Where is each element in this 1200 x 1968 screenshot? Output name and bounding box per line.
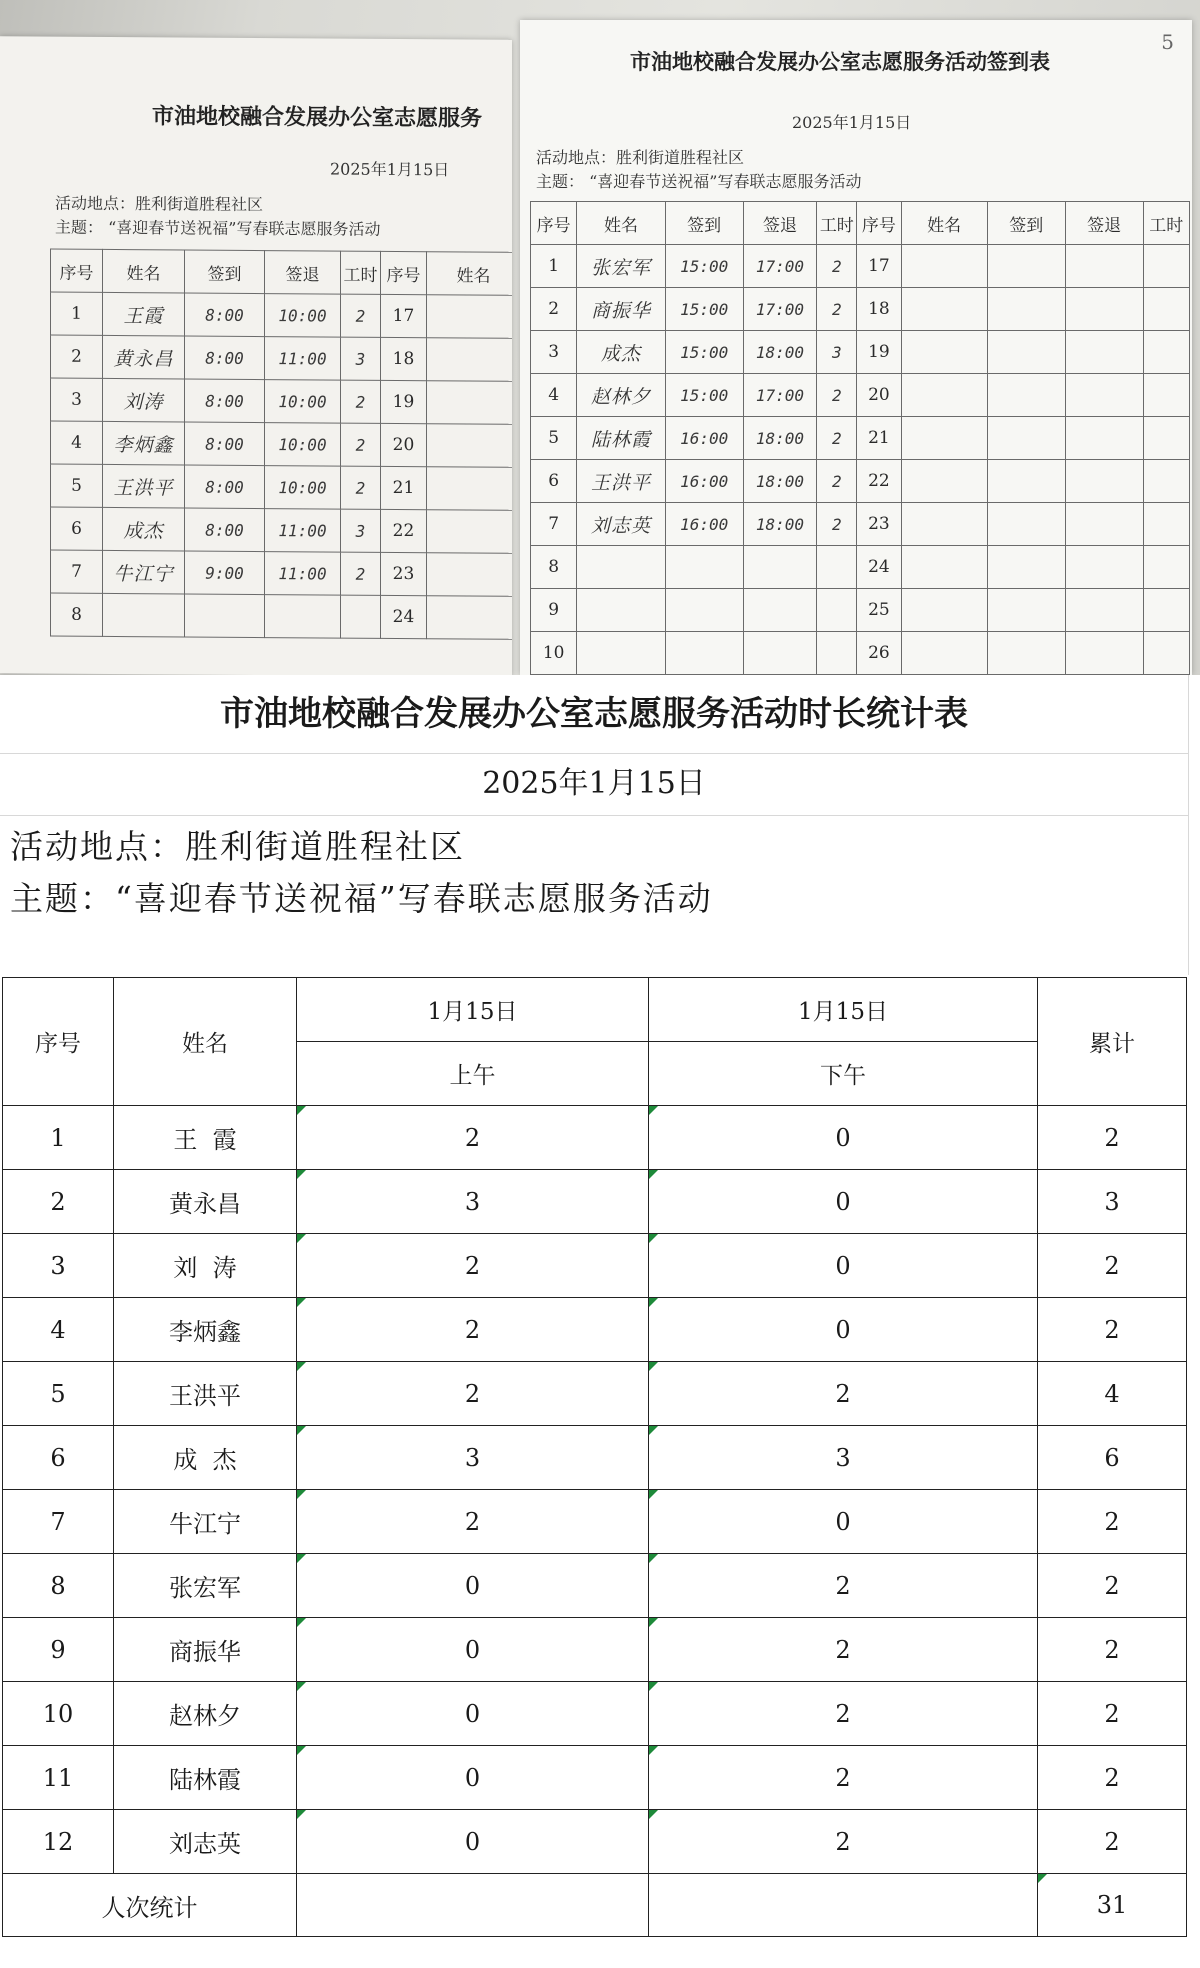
empty-cell xyxy=(1143,417,1189,460)
sheet-no-2: 22 xyxy=(857,460,901,503)
sheet-no-2: 19 xyxy=(381,380,427,423)
sign-in-time: 8:00 xyxy=(185,465,265,509)
row-afternoon-hours: 2 xyxy=(649,1682,1038,1746)
sheet-row xyxy=(51,593,513,639)
row-name: 赵林夕 xyxy=(114,1682,297,1746)
right-signin-sheet xyxy=(520,20,1192,675)
sign-in-time: 15:00 xyxy=(665,374,743,417)
row-total-hours: 2 xyxy=(1038,1618,1187,1682)
empty-cell xyxy=(987,589,1065,632)
empty-cell xyxy=(427,553,513,597)
row-total-hours: 2 xyxy=(1038,1490,1187,1554)
sign-out-time: 18:00 xyxy=(743,331,817,374)
row-no: 6 xyxy=(3,1426,114,1490)
row-total-hours: 4 xyxy=(1038,1362,1187,1426)
sign-out-time: 10:00 xyxy=(265,380,341,424)
left-signin-sheet xyxy=(0,36,512,675)
sheet-header-cell: 签到 xyxy=(987,202,1065,245)
report-theme: 主题：“喜迎春节送祝福”写春联志愿服务活动 xyxy=(10,879,713,918)
sheet-header-cell: 姓名 xyxy=(427,252,513,296)
row-afternoon-hours: 2 xyxy=(649,1618,1038,1682)
sheet-row xyxy=(531,288,1190,331)
empty-cell xyxy=(901,546,987,589)
row-name: 李炳鑫 xyxy=(114,1298,297,1362)
empty-cell xyxy=(901,460,987,503)
signin-sheets-photo xyxy=(0,0,1200,675)
header-afternoon: 下午 xyxy=(649,1042,1038,1106)
sheet-no-2: 19 xyxy=(857,331,901,374)
row-afternoon-hours: 2 xyxy=(649,1554,1038,1618)
signature: 王霞 xyxy=(103,292,185,336)
sheet-row xyxy=(51,335,513,381)
report-title: 市油地校融合发展办公室志愿服务活动时长统计表 xyxy=(0,675,1188,754)
sheet-header-cell: 签退 xyxy=(743,202,817,245)
empty-cell xyxy=(1065,460,1143,503)
sheet-row xyxy=(531,546,1190,589)
row-afternoon-hours: 0 xyxy=(649,1298,1038,1362)
sheet-no-2: 23 xyxy=(857,503,901,546)
row-name: 黄永昌 xyxy=(114,1170,297,1234)
row-name: 刘 涛 xyxy=(114,1234,297,1298)
empty-cell xyxy=(427,510,513,554)
header-no: 序号 xyxy=(3,978,114,1106)
sign-out-time: 17:00 xyxy=(743,288,817,331)
sign-in-time: 8:00 xyxy=(185,379,265,423)
row-total-hours: 2 xyxy=(1038,1234,1187,1298)
row-morning-hours: 0 xyxy=(297,1746,649,1810)
signature: 王洪平 xyxy=(103,464,185,508)
sign-in-time: 15:00 xyxy=(665,245,743,288)
empty-cell xyxy=(987,374,1065,417)
sheet-header-cell: 姓名 xyxy=(901,202,987,245)
sheet-no: 7 xyxy=(51,550,103,593)
signature xyxy=(577,546,665,589)
report-meta xyxy=(10,821,713,925)
sign-out-time: 17:00 xyxy=(743,374,817,417)
sheet-no-2: 17 xyxy=(381,294,427,337)
sheet-row xyxy=(531,589,1190,632)
header-name: 姓名 xyxy=(114,978,297,1106)
sheet-no: 8 xyxy=(51,593,103,636)
empty-cell xyxy=(987,632,1065,675)
row-no: 5 xyxy=(3,1362,114,1426)
sheet-no-2: 26 xyxy=(857,632,901,675)
sign-in-time: 16:00 xyxy=(665,417,743,460)
sign-out-time xyxy=(743,632,817,675)
sheet-no-2: 17 xyxy=(857,245,901,288)
signature xyxy=(577,632,665,675)
empty-cell xyxy=(1143,632,1189,675)
row-name: 成 杰 xyxy=(114,1426,297,1490)
row-total-hours: 2 xyxy=(1038,1810,1187,1874)
empty-cell xyxy=(1065,245,1143,288)
sheet-no: 6 xyxy=(51,507,103,550)
sheet-row xyxy=(531,417,1190,460)
empty-cell xyxy=(901,374,987,417)
work-hours: 2 xyxy=(341,294,381,337)
sign-out-time xyxy=(743,589,817,632)
summary-total: 31 xyxy=(1038,1874,1187,1937)
sheet-no-2: 24 xyxy=(381,595,427,638)
work-hours xyxy=(341,595,381,638)
sheet-header-cell: 签到 xyxy=(665,202,743,245)
row-morning-hours: 0 xyxy=(297,1810,649,1874)
sign-out-time: 11:00 xyxy=(265,509,341,553)
row-name: 牛江宁 xyxy=(114,1490,297,1554)
sign-out-time: 10:00 xyxy=(265,466,341,510)
row-no: 2 xyxy=(3,1170,114,1234)
sheet-header-cell: 签到 xyxy=(185,250,265,294)
sign-in-time xyxy=(185,594,265,638)
signature: 成杰 xyxy=(103,507,185,551)
signature: 刘志英 xyxy=(577,503,665,546)
sign-in-time: 9:00 xyxy=(185,551,265,595)
sign-in-time: 15:00 xyxy=(665,331,743,374)
work-hours: 3 xyxy=(817,331,857,374)
row-morning-hours: 2 xyxy=(297,1362,649,1426)
report-location: 活动地点：胜利街道胜程社区 xyxy=(10,827,465,866)
empty-cell xyxy=(987,460,1065,503)
summary-am xyxy=(297,1874,649,1937)
empty-cell xyxy=(901,288,987,331)
hours-statistics-sheet xyxy=(0,675,1200,1968)
work-hours xyxy=(817,632,857,675)
sheet-no-2: 24 xyxy=(857,546,901,589)
sheet-row xyxy=(531,331,1190,374)
sheet-no: 2 xyxy=(531,288,577,331)
sign-out-time: 11:00 xyxy=(265,337,341,381)
empty-cell xyxy=(901,503,987,546)
right-sheet-location: 活动地点：胜利街道胜程社区 xyxy=(536,148,745,167)
sign-out-time: 10:00 xyxy=(265,294,341,338)
report-date: 2025年1月15日 xyxy=(0,753,1188,816)
sheet-no: 5 xyxy=(531,417,577,460)
row-no: 8 xyxy=(3,1554,114,1618)
signature: 牛江宁 xyxy=(103,550,185,594)
sign-out-time: 18:00 xyxy=(743,417,817,460)
sign-out-time: 10:00 xyxy=(265,423,341,467)
sheet-no: 3 xyxy=(51,378,103,421)
sheet-no: 1 xyxy=(51,292,103,335)
empty-cell xyxy=(987,417,1065,460)
right-sheet-date: 2025年1月15日 xyxy=(792,113,912,132)
hours-table xyxy=(2,977,1187,1937)
sign-in-time xyxy=(665,589,743,632)
sign-out-time: 18:00 xyxy=(743,503,817,546)
left-sheet-theme: 主题： “喜迎春节送祝福”写春联志愿服务活动 xyxy=(55,217,381,239)
signature: 李炳鑫 xyxy=(103,421,185,465)
row-afternoon-hours: 2 xyxy=(649,1746,1038,1810)
sheet-header-cell: 签退 xyxy=(1065,202,1143,245)
work-hours: 3 xyxy=(341,509,381,552)
empty-cell xyxy=(987,288,1065,331)
sheet-row xyxy=(531,503,1190,546)
sign-out-time xyxy=(743,546,817,589)
header-date-morning: 1月15日 xyxy=(297,978,649,1042)
signature: 王洪平 xyxy=(577,460,665,503)
sheet-header-cell: 序号 xyxy=(857,202,901,245)
empty-cell xyxy=(901,589,987,632)
row-total-hours: 2 xyxy=(1038,1106,1187,1170)
work-hours xyxy=(817,589,857,632)
sheet-header-cell: 序号 xyxy=(381,251,427,294)
row-morning-hours: 2 xyxy=(297,1490,649,1554)
row-no: 11 xyxy=(3,1746,114,1810)
signature: 商振华 xyxy=(577,288,665,331)
work-hours: 2 xyxy=(341,552,381,595)
signature: 成杰 xyxy=(577,331,665,374)
empty-cell xyxy=(987,331,1065,374)
sign-in-time xyxy=(665,632,743,675)
sheet-header-cell: 工时 xyxy=(1143,202,1189,245)
sheet-no-2: 21 xyxy=(857,417,901,460)
work-hours: 2 xyxy=(817,374,857,417)
left-sheet-title: 市油地校融合发展办公室志愿服务 xyxy=(152,103,483,132)
row-morning-hours: 0 xyxy=(297,1554,649,1618)
sheet-no-2: 21 xyxy=(381,466,427,509)
table-row xyxy=(3,1298,1187,1362)
signature xyxy=(577,589,665,632)
header-total: 累计 xyxy=(1038,978,1187,1106)
empty-cell xyxy=(987,546,1065,589)
sheet-no-2: 23 xyxy=(381,552,427,595)
sheet-row xyxy=(51,421,513,467)
row-afternoon-hours: 0 xyxy=(649,1170,1038,1234)
row-name: 张宏军 xyxy=(114,1554,297,1618)
sheet-no-2: 18 xyxy=(381,337,427,380)
row-name: 陆林霞 xyxy=(114,1746,297,1810)
sheet-no: 6 xyxy=(531,460,577,503)
sheet-header-cell: 签退 xyxy=(265,251,341,295)
row-total-hours: 2 xyxy=(1038,1682,1187,1746)
table-row xyxy=(3,1682,1187,1746)
work-hours: 2 xyxy=(817,288,857,331)
sheet-no: 8 xyxy=(531,546,577,589)
sheet-gridline xyxy=(1188,675,1189,975)
row-no: 4 xyxy=(3,1298,114,1362)
row-afternoon-hours: 2 xyxy=(649,1362,1038,1426)
summary-label: 人次统计 xyxy=(3,1874,297,1937)
empty-cell xyxy=(1143,331,1189,374)
sign-in-time xyxy=(665,546,743,589)
signature: 张宏军 xyxy=(577,245,665,288)
sign-out-time: 17:00 xyxy=(743,245,817,288)
table-row xyxy=(3,1618,1187,1682)
sheet-no: 3 xyxy=(531,331,577,374)
summary-row xyxy=(3,1874,1187,1937)
row-afternoon-hours: 2 xyxy=(649,1810,1038,1874)
row-total-hours: 2 xyxy=(1038,1298,1187,1362)
right-sheet-title: 市油地校融合发展办公室志愿服务活动签到表 xyxy=(630,49,1050,74)
sheet-no-2: 20 xyxy=(857,374,901,417)
sheet-no: 5 xyxy=(51,464,103,507)
sheet-row xyxy=(51,550,513,596)
sign-in-time: 8:00 xyxy=(185,508,265,552)
work-hours: 2 xyxy=(341,466,381,509)
empty-cell xyxy=(1143,374,1189,417)
sheet-no: 4 xyxy=(51,421,103,464)
work-hours: 2 xyxy=(817,417,857,460)
signature: 黄永昌 xyxy=(103,335,185,379)
row-morning-hours: 2 xyxy=(297,1234,649,1298)
table-row xyxy=(3,1426,1187,1490)
table-row xyxy=(3,1362,1187,1426)
sheet-page-number: 5 xyxy=(1161,30,1174,54)
empty-cell xyxy=(901,245,987,288)
work-hours xyxy=(817,546,857,589)
empty-cell xyxy=(1065,589,1143,632)
work-hours: 2 xyxy=(817,503,857,546)
table-row xyxy=(3,1170,1187,1234)
sign-in-time: 8:00 xyxy=(185,422,265,466)
empty-cell xyxy=(987,503,1065,546)
sheet-row xyxy=(51,507,513,553)
signature: 刘涛 xyxy=(103,378,185,422)
sheet-header-cell: 序号 xyxy=(531,202,577,245)
sheet-no-2: 20 xyxy=(381,423,427,466)
table-row xyxy=(3,1554,1187,1618)
left-sheet-date: 2025年1月15日 xyxy=(330,159,450,180)
right-signin-table xyxy=(530,201,1190,675)
sign-in-time: 8:00 xyxy=(185,293,265,337)
empty-cell xyxy=(1143,546,1189,589)
row-afternoon-hours: 0 xyxy=(649,1106,1038,1170)
sheet-no-2: 25 xyxy=(857,589,901,632)
empty-cell xyxy=(427,424,513,468)
row-afternoon-hours: 3 xyxy=(649,1426,1038,1490)
row-morning-hours: 0 xyxy=(297,1618,649,1682)
row-total-hours: 6 xyxy=(1038,1426,1187,1490)
empty-cell xyxy=(1065,546,1143,589)
work-hours: 2 xyxy=(817,245,857,288)
sign-out-time: 11:00 xyxy=(265,552,341,596)
right-sheet-theme: 主题： “喜迎春节送祝福”写春联志愿服务活动 xyxy=(536,172,862,191)
sheet-row xyxy=(51,378,513,424)
row-afternoon-hours: 0 xyxy=(649,1490,1038,1554)
sheet-header-cell: 工时 xyxy=(341,251,381,294)
header-morning: 上午 xyxy=(297,1042,649,1106)
empty-cell xyxy=(1143,245,1189,288)
empty-cell xyxy=(1143,288,1189,331)
table-row xyxy=(3,1746,1187,1810)
row-total-hours: 3 xyxy=(1038,1170,1187,1234)
sign-in-time: 16:00 xyxy=(665,460,743,503)
sheet-no-2: 22 xyxy=(381,509,427,552)
sign-out-time xyxy=(265,595,341,639)
table-row xyxy=(3,1490,1187,1554)
empty-cell xyxy=(1065,288,1143,331)
empty-cell xyxy=(427,338,513,382)
sheet-row xyxy=(531,632,1190,675)
signature xyxy=(103,593,185,637)
row-morning-hours: 0 xyxy=(297,1682,649,1746)
sheet-row xyxy=(531,460,1190,503)
sheet-no: 4 xyxy=(531,374,577,417)
row-no: 3 xyxy=(3,1234,114,1298)
empty-cell xyxy=(901,632,987,675)
sheet-header-cell: 姓名 xyxy=(103,249,185,293)
row-no: 12 xyxy=(3,1810,114,1874)
empty-cell xyxy=(1143,589,1189,632)
row-no: 7 xyxy=(3,1490,114,1554)
table-row xyxy=(3,1234,1187,1298)
row-name: 王 霞 xyxy=(114,1106,297,1170)
empty-cell xyxy=(427,467,513,511)
row-morning-hours: 3 xyxy=(297,1170,649,1234)
row-no: 10 xyxy=(3,1682,114,1746)
table-row xyxy=(3,1106,1187,1170)
row-no: 9 xyxy=(3,1618,114,1682)
empty-cell xyxy=(1065,331,1143,374)
sheet-no: 7 xyxy=(531,503,577,546)
empty-cell xyxy=(987,245,1065,288)
sheet-header-cell: 工时 xyxy=(817,202,857,245)
empty-cell xyxy=(427,596,513,640)
empty-cell xyxy=(1143,503,1189,546)
sign-in-time: 16:00 xyxy=(665,503,743,546)
row-total-hours: 2 xyxy=(1038,1746,1187,1810)
row-morning-hours: 2 xyxy=(297,1106,649,1170)
empty-cell xyxy=(901,331,987,374)
left-signin-table xyxy=(50,249,512,640)
empty-cell xyxy=(1143,460,1189,503)
row-name: 王洪平 xyxy=(114,1362,297,1426)
row-afternoon-hours: 0 xyxy=(649,1234,1038,1298)
sheet-header-cell: 姓名 xyxy=(577,202,665,245)
sheet-row xyxy=(51,292,513,338)
empty-cell xyxy=(427,295,513,339)
left-sheet-location: 活动地点：胜利街道胜程社区 xyxy=(55,193,264,215)
sign-in-time: 15:00 xyxy=(665,288,743,331)
empty-cell xyxy=(1065,417,1143,460)
sheet-no: 1 xyxy=(531,245,577,288)
empty-cell xyxy=(1065,503,1143,546)
sign-in-time: 8:00 xyxy=(185,336,265,380)
sheet-no: 9 xyxy=(531,589,577,632)
row-morning-hours: 2 xyxy=(297,1298,649,1362)
work-hours: 3 xyxy=(341,337,381,380)
sheet-no: 2 xyxy=(51,335,103,378)
row-morning-hours: 3 xyxy=(297,1426,649,1490)
summary-pm xyxy=(649,1874,1038,1937)
sheet-row xyxy=(531,245,1190,288)
row-no: 1 xyxy=(3,1106,114,1170)
sheet-no-2: 18 xyxy=(857,288,901,331)
empty-cell xyxy=(901,417,987,460)
work-hours: 2 xyxy=(341,380,381,423)
sheet-no: 10 xyxy=(531,632,577,675)
empty-cell xyxy=(427,381,513,425)
row-name: 刘志英 xyxy=(114,1810,297,1874)
header-date-afternoon: 1月15日 xyxy=(649,978,1038,1042)
sheet-row xyxy=(51,464,513,510)
work-hours: 2 xyxy=(817,460,857,503)
empty-cell xyxy=(1065,374,1143,417)
table-row xyxy=(3,1810,1187,1874)
empty-cell xyxy=(1065,632,1143,675)
work-hours: 2 xyxy=(341,423,381,466)
sheet-header-cell: 序号 xyxy=(51,249,103,292)
sheet-row xyxy=(531,374,1190,417)
signature: 陆林霞 xyxy=(577,417,665,460)
row-name: 商振华 xyxy=(114,1618,297,1682)
signature: 赵林夕 xyxy=(577,374,665,417)
row-total-hours: 2 xyxy=(1038,1554,1187,1618)
sign-out-time: 18:00 xyxy=(743,460,817,503)
